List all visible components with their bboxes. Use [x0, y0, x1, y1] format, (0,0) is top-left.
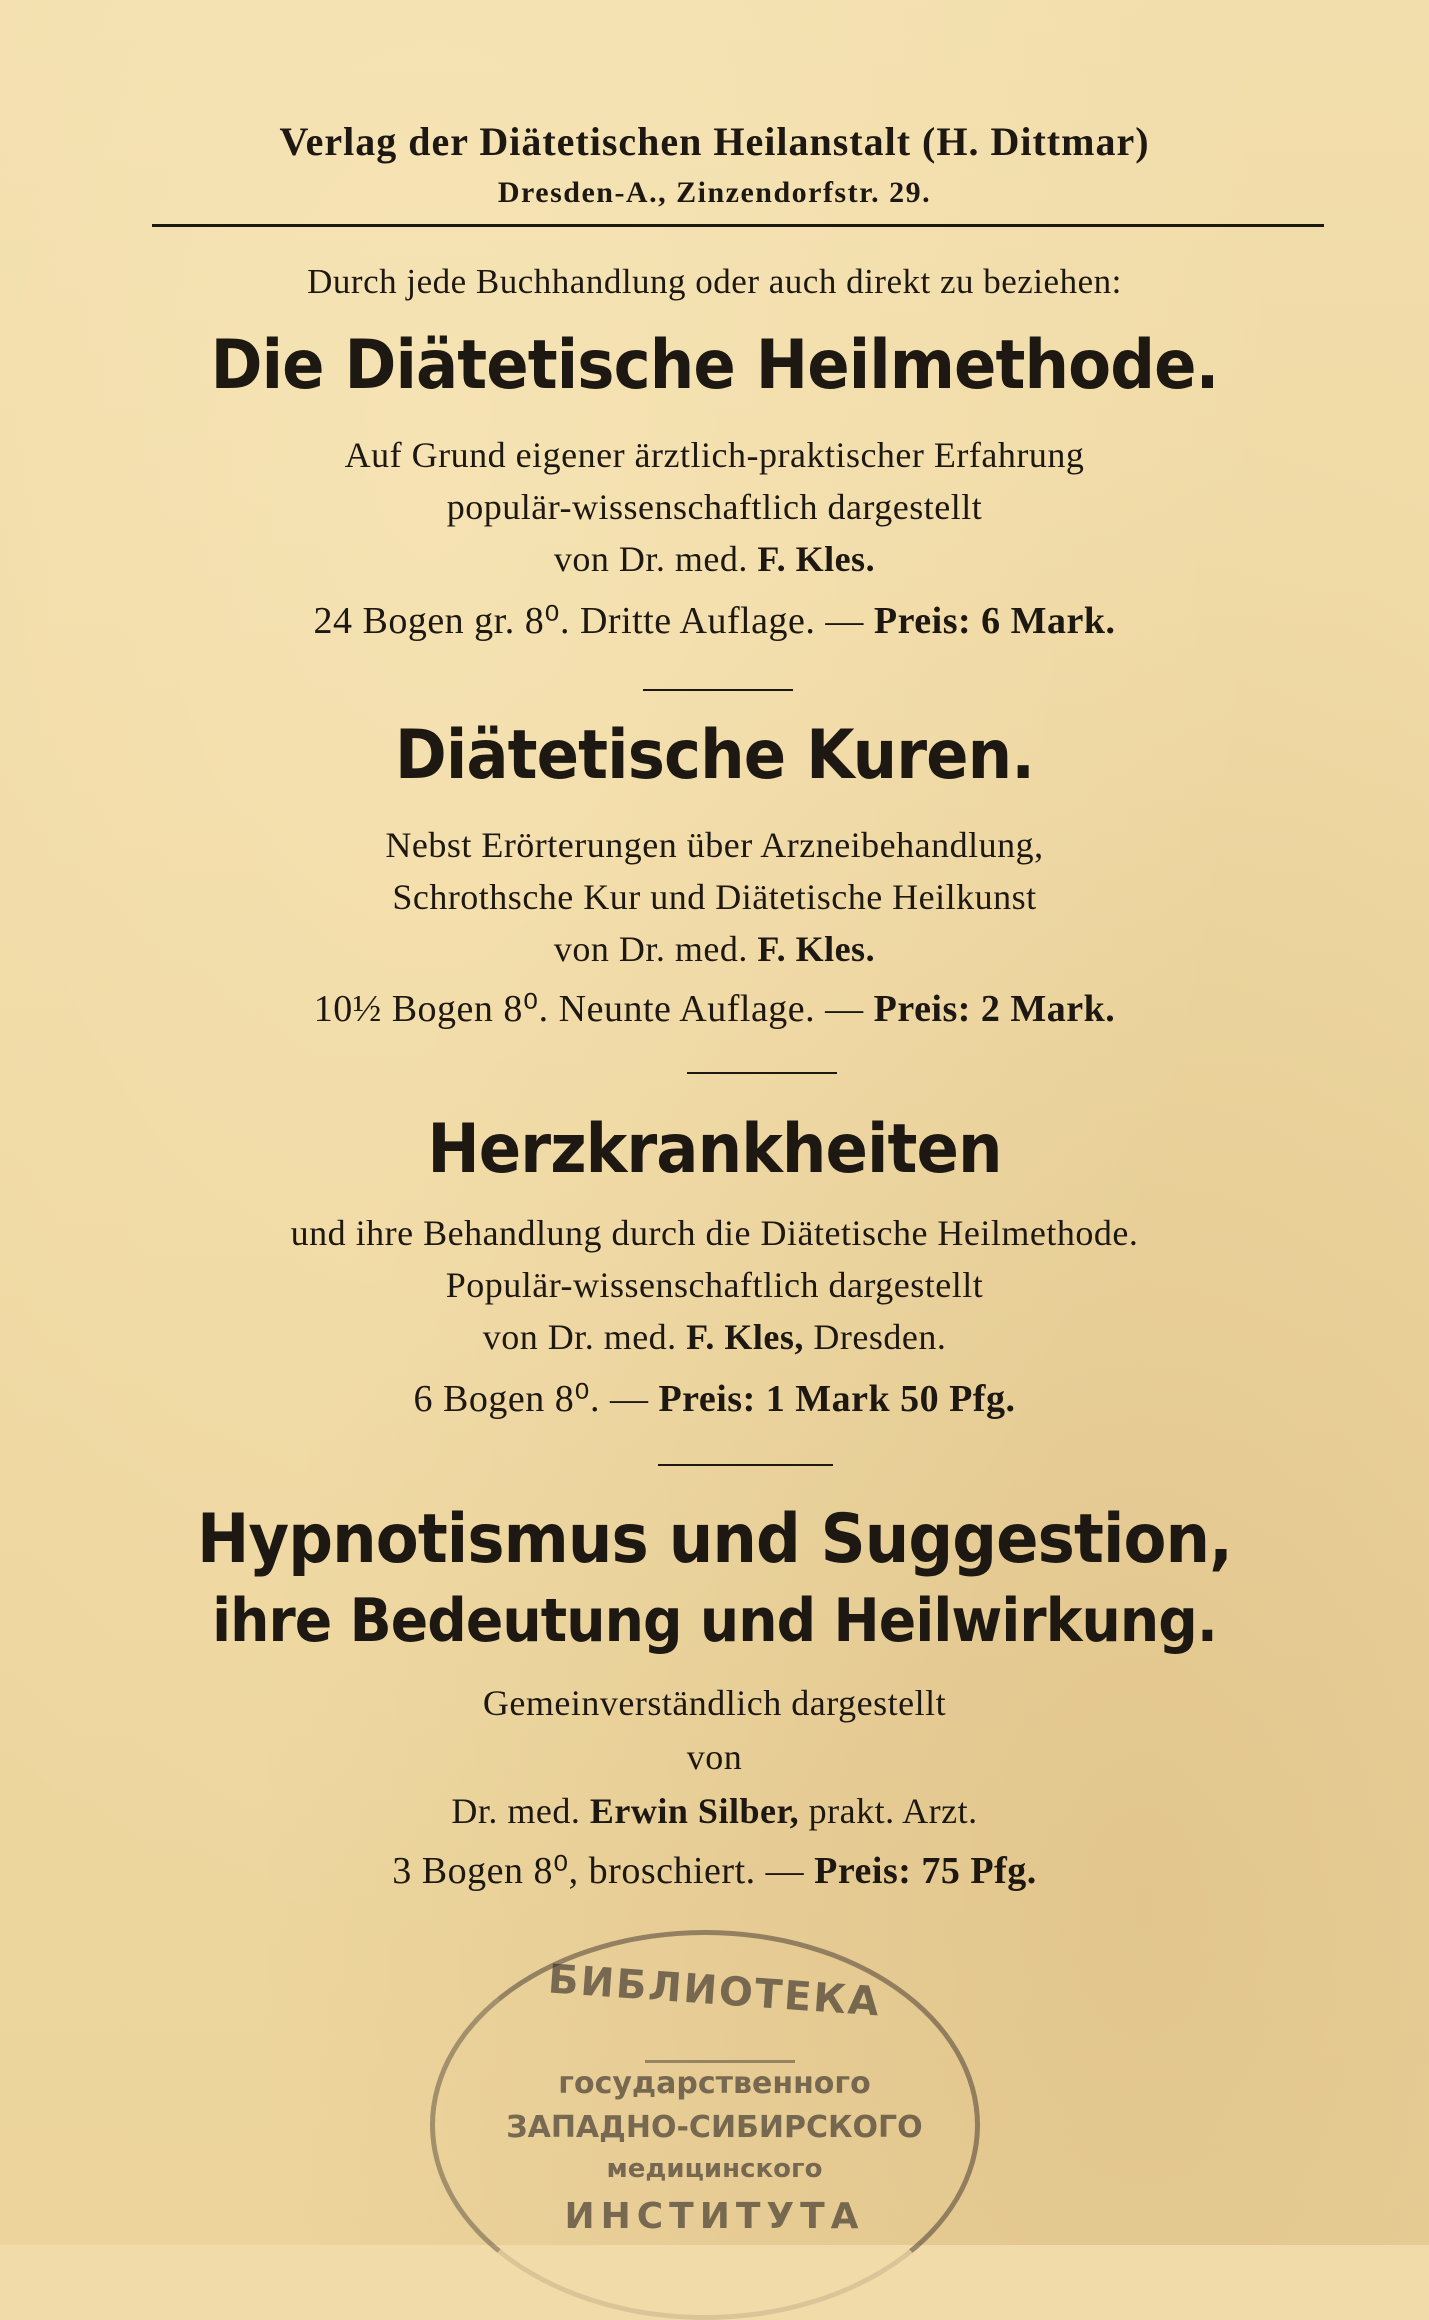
book-author [0, 928, 1429, 970]
section-divider [687, 1072, 837, 1074]
book-edition-price [0, 1376, 1429, 1421]
author-name: F. Kles. [757, 539, 876, 579]
publisher-address: Dresden-A., Zinzendorfstr. 29. [497, 176, 932, 209]
book-description-line: und ihre Behandlung durch die Diätetische Heilmethode. [290, 1213, 1139, 1253]
section-divider [643, 689, 793, 691]
stamp-divider [645, 2060, 795, 2063]
book-title: Die Diätetische Heilmethode. [210, 326, 1219, 405]
stamp-top-text: БИБЛИОТЕКА [546, 1956, 883, 2026]
book-description-line: Auf Grund eigener ärztlich-praktischer Erfahrung [344, 435, 1085, 475]
header-rule [152, 224, 1324, 227]
edition-info: 3 Bogen 8⁰, broschiert. — [392, 1850, 805, 1892]
book-description-line: Gemeinverständlich dargestellt [482, 1683, 947, 1723]
book-description-line: von [686, 1737, 743, 1777]
edition-info: 24 Bogen gr. 8⁰. Dritte Auflage. — [313, 600, 864, 642]
section-divider [658, 1464, 833, 1466]
book-description-line: Populär-wissenschaftlich dargestellt [445, 1265, 984, 1305]
publisher-name: Verlag der Diätetischen Heilanstalt (H. Dittmar) [279, 119, 1150, 164]
price: Preis: 75 Pfg. [814, 1850, 1037, 1892]
author-name: Erwin Silber, [589, 1791, 800, 1831]
book-author [0, 538, 1429, 580]
author-suffix: prakt. Arzt. [808, 1791, 978, 1831]
author-name: F. Kles. [757, 929, 876, 969]
edition-info: 6 Bogen 8⁰. — [413, 1378, 649, 1420]
book-description-line: Schrothsche Kur und Diätetische Heilkunst [392, 877, 1037, 917]
price: Preis: 2 Mark. [873, 988, 1116, 1030]
book-author [0, 1790, 1429, 1832]
book-author [0, 1316, 1429, 1358]
book-title-secondary: ihre Bedeutung und Heilwirkung. [212, 1586, 1217, 1656]
book-edition-price [0, 986, 1429, 1031]
price: Preis: 6 Mark. [873, 600, 1116, 642]
intro-line: Durch jede Buchhandlung oder auch direkt zu beziehen: [307, 262, 1122, 301]
stamp-line: ЗАПАДНО-СИБИРСКОГО [506, 2110, 923, 2145]
author-suffix: Dresden. [813, 1317, 947, 1357]
author-prefix: von Dr. med. [553, 539, 748, 579]
price: Preis: 1 Mark 50 Pfg. [658, 1378, 1016, 1420]
book-title: Diätetische Kuren. [394, 716, 1035, 795]
book-description-line: Nebst Erörterungen über Arzneibehandlung, [385, 825, 1044, 865]
edition-info: 10½ Bogen 8⁰. Neunte Auflage. — [313, 988, 864, 1030]
book-description-line: populär-wissenschaftlich dargestellt [446, 487, 983, 527]
stamp-line: государственного [558, 2066, 871, 2101]
author-name: F. Kles, [686, 1317, 804, 1357]
book-title: Herzkrankheiten [427, 1110, 1002, 1189]
book-edition-price [0, 598, 1429, 643]
author-prefix: von Dr. med. [482, 1317, 677, 1357]
author-prefix: von Dr. med. [553, 929, 748, 969]
stamp-line: медицинского [606, 2154, 823, 2184]
stamp-bottom-text: ИНСТИТУТА [564, 2196, 865, 2237]
book-title: Hypnotismus und Suggestion, [196, 1500, 1232, 1579]
author-prefix: Dr. med. [451, 1791, 581, 1831]
book-edition-price [0, 1848, 1429, 1893]
